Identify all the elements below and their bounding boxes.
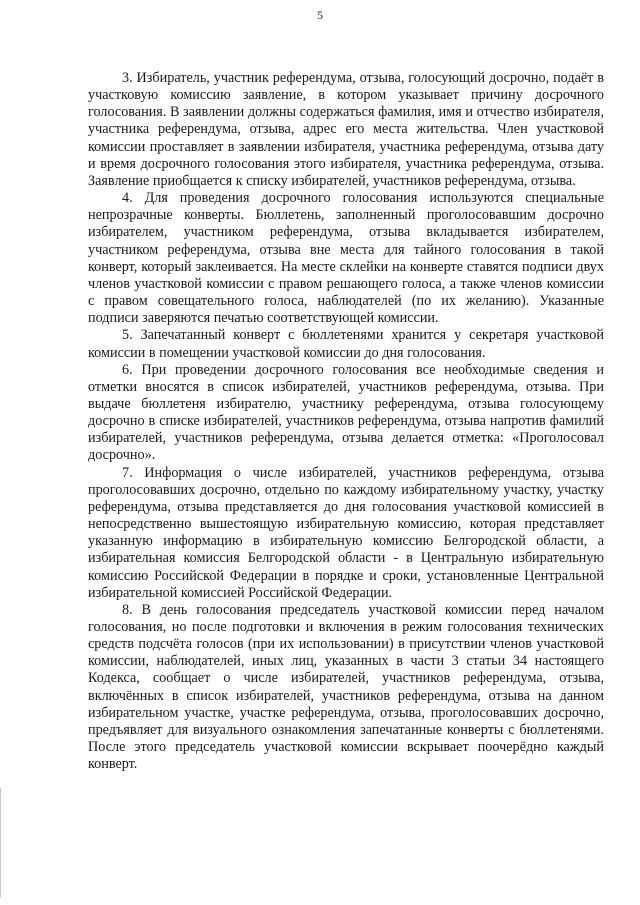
paragraph-7: 7. Информация о числе избирателей, участников референдума, отзыва проголосовавших досрочно, отдельно по каждому избирательному участку, участку референдума, отзыва представляется до дня голосования участковой комиссией в непосредственно вышестоящую избирательную комиссию, которая представляет указанную информацию в избирательную комиссию Белгородской области, а избирательная комиссия Белгородской области - в Центральную избирательную комиссию Российской Федерации в порядке и сроки, установленные Центральной избирательной комиссией Российской Федерации. bbox=[88, 464, 604, 601]
document-body bbox=[88, 70, 604, 773]
paragraph-8: 8. В день голосования председатель участковой комиссии перед началом голосования, но после подготовки и включения в режим голосования технических средств подсчёта голосов (при их использовании) в присутствии членов участковой комиссии, наблюдателей, иных лиц, указанных в части 3 статьи 34 настоящего Кодекса, сообщает о числе избирателей, участников референдума, отзыва, включённых в список избирателей, участников референдума, отзыва на данном избирательном участке, участке референдума, отзыва, проголосовавших досрочно, предъявляет для визуального ознакомления запечатанные конверты с бюллетенями. После этого председатель участковой комиссии вскрывает поочерёдно каждый конверт. bbox=[88, 601, 604, 773]
paragraph-5: 5. Запечатанный конверт с бюллетенями хранится у секретаря участковой комиссии в помещении участковой комиссии до дня голосования. bbox=[88, 327, 604, 361]
paragraph-3: 3. Избиратель, участник референдума, отзыва, голосующий досрочно, подаёт в участковую комиссию заявление, в котором указывает причину досрочного голосования. В заявлении должны содержаться фамилия, имя и отчество избирателя, участника референдума, отзыва, адрес его места жительства. Член участковой комиссии проставляет в заявлении избирателя, участника референдума, отзыва дату и время досрочного голосования этого избирателя, участника референдума, отзыва. Заявление приобщается к списку избирателей, участников референдума, отзыва. bbox=[88, 70, 604, 189]
paragraph-4: 4. Для проведения досрочного голосования используются специальные непрозрачные конверты. Бюллетень, заполненный проголосовавшим досрочно избирателем, участником референдума, отзыва вкладывается избирателем, участником референдума, отзыва вне места для тайного голосования в такой конверт, который заклеивается. На месте склейки на конверте ставятся подписи двух членов участковой комиссии с правом решающего голоса, а также членов комиссии с правом совещательного голоса, наблюдателей (по их желанию). Указанные подписи заверяются печатью соответствующей комиссии. bbox=[88, 190, 604, 327]
page-number: 5 bbox=[317, 8, 323, 22]
scan-edge-divider bbox=[0, 788, 1, 898]
paragraph-6: 6. При проведении досрочного голосования все необходимые сведения и отметки вносятся в список избирателей, участников референдума, отзыва. При выдаче бюллетеня избирателю, участнику референдума, отзыва голосующему досрочно в списке избирателей, участников референдума, отзыва напротив фамилий избирателей, участников референдума, отзыва делается отметка: «Проголосовал досрочно». bbox=[88, 361, 604, 464]
